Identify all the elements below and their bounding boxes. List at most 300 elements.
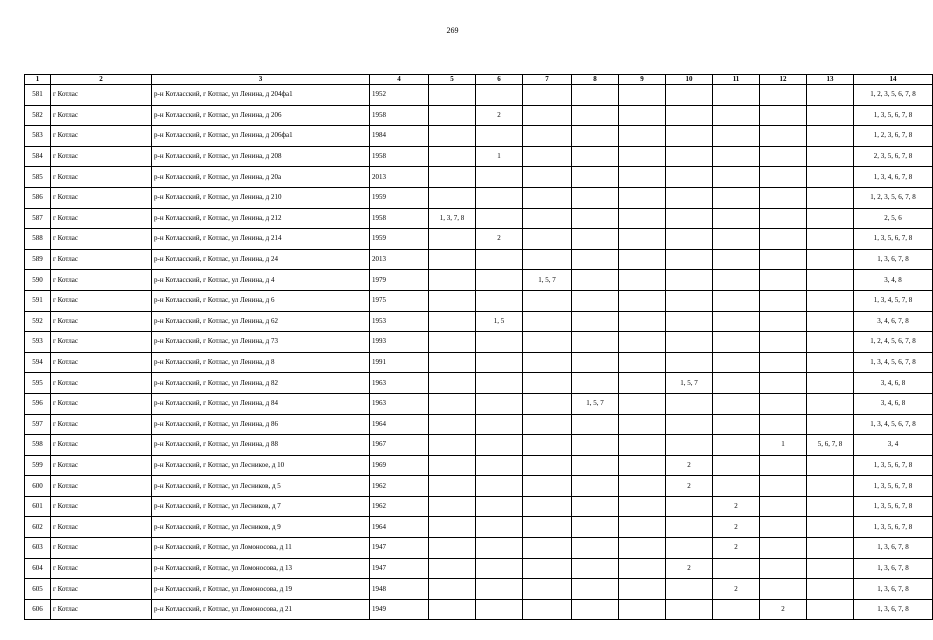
- table-cell-col-3: р-н Котласский, г Котлас, ул Ленина, д 208: [152, 146, 370, 167]
- table-cell-col-12: [760, 311, 807, 332]
- table-cell-col-10: [666, 187, 713, 208]
- table-cell-col-8: [572, 579, 619, 600]
- table-cell-col-13: [807, 105, 854, 126]
- table-cell-col-11: [713, 85, 760, 106]
- table-cell-col-3: р-н Котласский, г Котлас, ул Ленина, д 62: [152, 311, 370, 332]
- table-cell-col-13: [807, 455, 854, 476]
- table-cell-col-10: 1, 5, 7: [666, 373, 713, 394]
- table-cell-col-7: [523, 373, 572, 394]
- table-cell-col-6: [476, 270, 523, 291]
- table-cell-col-12: [760, 496, 807, 517]
- table-cell-col-2: г Котлас: [51, 126, 152, 147]
- table-cell-col-10: [666, 517, 713, 538]
- table-cell-col-8: [572, 517, 619, 538]
- table-cell-col-12: [760, 105, 807, 126]
- table-cell-col-12: [760, 249, 807, 270]
- table-cell-col-8: [572, 373, 619, 394]
- table-cell-col-4: 1963: [370, 373, 429, 394]
- table-cell-col-8: [572, 558, 619, 579]
- table-cell-col-11: [713, 126, 760, 147]
- table-cell-col-1: 596: [25, 393, 51, 414]
- table-cell-col-14: 1, 3, 4, 5, 7, 8: [854, 290, 933, 311]
- table-cell-col-12: [760, 558, 807, 579]
- registry-table: [24, 74, 933, 620]
- table-cell-col-5: [429, 290, 476, 311]
- table-row: [25, 496, 933, 517]
- table-cell-col-2: г Котлас: [51, 352, 152, 373]
- table-cell-col-9: [619, 105, 666, 126]
- column-header-13: 13: [807, 75, 854, 85]
- table-cell-col-13: [807, 290, 854, 311]
- table-cell-col-3: р-н Котласский, г Котлас, ул Ленина, д 73: [152, 332, 370, 353]
- table-cell-col-3: р-н Котласский, г Котлас, ул Ленина, д 206: [152, 105, 370, 126]
- table-cell-col-1: 598: [25, 435, 51, 456]
- table-cell-col-4: 1952: [370, 85, 429, 106]
- table-cell-col-6: 1, 5: [476, 311, 523, 332]
- table-cell-col-5: [429, 126, 476, 147]
- column-header-7: 7: [523, 75, 572, 85]
- table-cell-col-9: [619, 476, 666, 497]
- table-cell-col-7: [523, 167, 572, 188]
- table-cell-col-14: 1, 3, 6, 7, 8: [854, 599, 933, 620]
- column-header-10: 10: [666, 75, 713, 85]
- table-cell-col-4: 1964: [370, 517, 429, 538]
- table-cell-col-11: [713, 208, 760, 229]
- table-cell-col-5: [429, 476, 476, 497]
- table-cell-col-8: [572, 476, 619, 497]
- table-cell-col-14: 1, 3, 4, 5, 6, 7, 8: [854, 414, 933, 435]
- table-cell-col-8: [572, 311, 619, 332]
- table-cell-col-12: [760, 270, 807, 291]
- table-cell-col-1: 588: [25, 229, 51, 250]
- table-cell-col-1: 597: [25, 414, 51, 435]
- table-cell-col-14: 1, 3, 5, 6, 7, 8: [854, 496, 933, 517]
- table-cell-col-7: [523, 455, 572, 476]
- table-cell-col-1: 590: [25, 270, 51, 291]
- table-cell-col-11: 2: [713, 579, 760, 600]
- table-cell-col-4: 1964: [370, 414, 429, 435]
- table-cell-col-8: [572, 229, 619, 250]
- table-cell-col-2: г Котлас: [51, 599, 152, 620]
- table-cell-col-10: [666, 229, 713, 250]
- table-cell-col-3: р-н Котласский, г Котлас, ул Ленина, д 8: [152, 352, 370, 373]
- table-cell-col-8: [572, 126, 619, 147]
- table-cell-col-10: [666, 393, 713, 414]
- table-cell-col-11: [713, 146, 760, 167]
- table-cell-col-11: [713, 270, 760, 291]
- table-cell-col-8: [572, 249, 619, 270]
- table-cell-col-13: [807, 538, 854, 559]
- table-body: [25, 85, 933, 620]
- table-cell-col-12: [760, 290, 807, 311]
- table-cell-col-12: [760, 455, 807, 476]
- table-cell-col-7: [523, 496, 572, 517]
- table-cell-col-3: р-н Котласский, г Котлас, ул Ленина, д 6: [152, 290, 370, 311]
- table-cell-col-12: [760, 352, 807, 373]
- table-cell-col-10: [666, 105, 713, 126]
- column-header-5: 5: [429, 75, 476, 85]
- table-cell-col-7: [523, 105, 572, 126]
- table-cell-col-10: [666, 435, 713, 456]
- table-cell-col-3: р-н Котласский, г Котлас, ул Ленина, д 214: [152, 229, 370, 250]
- table-row: [25, 126, 933, 147]
- table-cell-col-7: [523, 146, 572, 167]
- table-row: [25, 270, 933, 291]
- table-cell-col-4: 1958: [370, 146, 429, 167]
- table-cell-col-10: [666, 414, 713, 435]
- table-cell-col-6: 2: [476, 105, 523, 126]
- table-cell-col-6: [476, 167, 523, 188]
- table-cell-col-8: [572, 435, 619, 456]
- table-cell-col-8: [572, 496, 619, 517]
- table-cell-col-3: р-н Котласский, г Котлас, ул Лесников, д 7: [152, 496, 370, 517]
- column-header-6: 6: [476, 75, 523, 85]
- table-cell-col-10: [666, 85, 713, 106]
- table-cell-col-13: [807, 352, 854, 373]
- table-cell-col-11: 2: [713, 496, 760, 517]
- table-cell-col-5: [429, 538, 476, 559]
- table-cell-col-4: 1984: [370, 126, 429, 147]
- table-cell-col-6: [476, 476, 523, 497]
- table-cell-col-11: [713, 393, 760, 414]
- table-cell-col-11: [713, 373, 760, 394]
- table-cell-col-1: 600: [25, 476, 51, 497]
- table-cell-col-8: [572, 414, 619, 435]
- table-cell-col-11: [713, 599, 760, 620]
- table-cell-col-4: 1979: [370, 270, 429, 291]
- column-header-11: 11: [713, 75, 760, 85]
- table-cell-col-9: [619, 332, 666, 353]
- table-row: [25, 558, 933, 579]
- table-cell-col-7: [523, 476, 572, 497]
- table-cell-col-12: [760, 146, 807, 167]
- table-cell-col-5: [429, 146, 476, 167]
- table-cell-col-6: [476, 332, 523, 353]
- table-cell-col-6: [476, 187, 523, 208]
- table-cell-col-2: г Котлас: [51, 455, 152, 476]
- table-cell-col-14: 1, 3, 6, 7, 8: [854, 249, 933, 270]
- table-cell-col-5: [429, 455, 476, 476]
- table-cell-col-1: 599: [25, 455, 51, 476]
- table-cell-col-14: 1, 3, 4, 5, 6, 7, 8: [854, 352, 933, 373]
- table-cell-col-3: р-н Котласский, г Котлас, ул Ленина, д 4: [152, 270, 370, 291]
- table-cell-col-9: [619, 435, 666, 456]
- table-cell-col-9: [619, 579, 666, 600]
- table-cell-col-5: [429, 599, 476, 620]
- table-cell-col-9: [619, 270, 666, 291]
- table-cell-col-9: [619, 352, 666, 373]
- table-cell-col-14: 1, 3, 6, 7, 8: [854, 538, 933, 559]
- table-cell-col-14: 1, 3, 5, 6, 7, 8: [854, 229, 933, 250]
- table-cell-col-5: [429, 352, 476, 373]
- table-cell-col-2: г Котлас: [51, 270, 152, 291]
- table-cell-col-7: [523, 435, 572, 456]
- table-cell-col-3: р-н Котласский, г Котлас, ул Лесников, д 5: [152, 476, 370, 497]
- table-cell-col-13: [807, 476, 854, 497]
- table-cell-col-2: г Котлас: [51, 290, 152, 311]
- table-cell-col-13: [807, 414, 854, 435]
- table-cell-col-3: р-н Котласский, г Котлас, ул Ломоносова, д 21: [152, 599, 370, 620]
- table-cell-col-2: г Котлас: [51, 208, 152, 229]
- table-cell-col-4: 1963: [370, 393, 429, 414]
- table-cell-col-10: [666, 126, 713, 147]
- table-cell-col-14: 1, 2, 3, 5, 6, 7, 8: [854, 187, 933, 208]
- table-cell-col-3: р-н Котласский, г Котлас, ул Ломоносова, д 11: [152, 538, 370, 559]
- header-row: [25, 75, 933, 85]
- table-cell-col-2: г Котлас: [51, 558, 152, 579]
- table-cell-col-3: р-н Котласский, г Котлас, ул Ленина, д 20а: [152, 167, 370, 188]
- table-cell-col-13: [807, 167, 854, 188]
- table-row: [25, 208, 933, 229]
- table-cell-col-1: 582: [25, 105, 51, 126]
- table-cell-col-5: [429, 85, 476, 106]
- table-cell-col-10: [666, 311, 713, 332]
- table-cell-col-11: [713, 105, 760, 126]
- table-cell-col-1: 604: [25, 558, 51, 579]
- table-cell-col-10: [666, 249, 713, 270]
- table-cell-col-4: 1993: [370, 332, 429, 353]
- table-cell-col-1: 584: [25, 146, 51, 167]
- table-cell-col-5: [429, 435, 476, 456]
- table-cell-col-6: [476, 414, 523, 435]
- table-row: [25, 249, 933, 270]
- table-cell-col-4: 1959: [370, 187, 429, 208]
- table-cell-col-13: [807, 373, 854, 394]
- table-cell-col-4: 1947: [370, 558, 429, 579]
- table-cell-col-6: [476, 496, 523, 517]
- table-cell-col-1: 581: [25, 85, 51, 106]
- table-cell-col-1: 589: [25, 249, 51, 270]
- table-cell-col-12: [760, 414, 807, 435]
- table-cell-col-10: [666, 208, 713, 229]
- table-cell-col-11: [713, 435, 760, 456]
- column-header-4: 4: [370, 75, 429, 85]
- table-cell-col-2: г Котлас: [51, 332, 152, 353]
- table-cell-col-4: 1991: [370, 352, 429, 373]
- table-cell-col-3: р-н Котласский, г Котлас, ул Ленина, д 212: [152, 208, 370, 229]
- table-cell-col-5: [429, 373, 476, 394]
- table-row: [25, 373, 933, 394]
- table-cell-col-11: [713, 558, 760, 579]
- table-cell-col-4: 1953: [370, 311, 429, 332]
- table-cell-col-6: [476, 538, 523, 559]
- table-cell-col-7: [523, 126, 572, 147]
- table-cell-col-13: [807, 393, 854, 414]
- table-cell-col-12: [760, 476, 807, 497]
- table-cell-col-7: [523, 208, 572, 229]
- table-cell-col-10: [666, 270, 713, 291]
- table-cell-col-13: [807, 579, 854, 600]
- table-cell-col-12: 1: [760, 435, 807, 456]
- table-cell-col-10: 2: [666, 558, 713, 579]
- table-cell-col-11: [713, 249, 760, 270]
- table-cell-col-11: [713, 352, 760, 373]
- table-cell-col-7: [523, 249, 572, 270]
- table-cell-col-9: [619, 414, 666, 435]
- table-cell-col-2: г Котлас: [51, 579, 152, 600]
- table-cell-col-3: р-н Котласский, г Котлас, ул Ленина, д 88: [152, 435, 370, 456]
- table-cell-col-12: [760, 85, 807, 106]
- table-cell-col-14: 1, 2, 3, 5, 6, 7, 8: [854, 85, 933, 106]
- table-row: [25, 599, 933, 620]
- table-row: [25, 332, 933, 353]
- table-cell-col-14: 3, 4, 6, 7, 8: [854, 311, 933, 332]
- table-cell-col-8: [572, 167, 619, 188]
- table-cell-col-6: [476, 126, 523, 147]
- table-cell-col-14: 3, 4, 6, 8: [854, 373, 933, 394]
- table-cell-col-1: 592: [25, 311, 51, 332]
- table-cell-col-4: 1962: [370, 476, 429, 497]
- table-cell-col-14: 2, 5, 6: [854, 208, 933, 229]
- table-cell-col-1: 605: [25, 579, 51, 600]
- table-cell-col-13: [807, 187, 854, 208]
- table-cell-col-12: [760, 229, 807, 250]
- table-cell-col-13: [807, 270, 854, 291]
- table-cell-col-5: [429, 167, 476, 188]
- table-cell-col-14: 1, 3, 5, 6, 7, 8: [854, 476, 933, 497]
- table-cell-col-13: [807, 311, 854, 332]
- table-cell-col-4: 1975: [370, 290, 429, 311]
- table-cell-col-12: [760, 332, 807, 353]
- table-cell-col-3: р-н Котласский, г Котлас, ул Ленина, д 24: [152, 249, 370, 270]
- table-cell-col-6: [476, 455, 523, 476]
- table-row: [25, 579, 933, 600]
- table-cell-col-11: [713, 332, 760, 353]
- table-cell-col-4: 1947: [370, 538, 429, 559]
- table-cell-col-10: [666, 352, 713, 373]
- page-number: 269: [446, 26, 459, 35]
- table-cell-col-14: 1, 2, 4, 5, 6, 7, 8: [854, 332, 933, 353]
- table-cell-col-9: [619, 517, 666, 538]
- table-cell-col-10: [666, 146, 713, 167]
- table-cell-col-8: [572, 105, 619, 126]
- table-cell-col-5: [429, 393, 476, 414]
- table-row: [25, 393, 933, 414]
- table-row: [25, 517, 933, 538]
- table-cell-col-9: [619, 146, 666, 167]
- table-cell-col-12: [760, 579, 807, 600]
- table-cell-col-14: 3, 4, 6, 8: [854, 393, 933, 414]
- table-cell-col-9: [619, 229, 666, 250]
- table-row: [25, 455, 933, 476]
- table-cell-col-1: 591: [25, 290, 51, 311]
- table-cell-col-7: [523, 517, 572, 538]
- table-cell-col-13: [807, 249, 854, 270]
- table-cell-col-7: [523, 332, 572, 353]
- table-cell-col-9: [619, 167, 666, 188]
- table-cell-col-5: [429, 311, 476, 332]
- table-cell-col-1: 583: [25, 126, 51, 147]
- table-cell-col-12: [760, 208, 807, 229]
- table-cell-col-10: [666, 496, 713, 517]
- table-cell-col-5: [429, 558, 476, 579]
- table-cell-col-1: 585: [25, 167, 51, 188]
- table-cell-col-12: [760, 517, 807, 538]
- table-cell-col-14: 1, 3, 5, 6, 7, 8: [854, 105, 933, 126]
- table-cell-col-12: 2: [760, 599, 807, 620]
- table-cell-col-5: [429, 270, 476, 291]
- table-cell-col-5: [429, 332, 476, 353]
- table-row: [25, 85, 933, 106]
- table-cell-col-6: [476, 85, 523, 106]
- table-cell-col-10: 2: [666, 455, 713, 476]
- table-cell-col-7: [523, 538, 572, 559]
- table-cell-col-2: г Котлас: [51, 187, 152, 208]
- table-cell-col-7: [523, 599, 572, 620]
- table-cell-col-13: [807, 208, 854, 229]
- table-cell-col-4: 1967: [370, 435, 429, 456]
- table-cell-col-6: [476, 579, 523, 600]
- table-cell-col-5: [429, 517, 476, 538]
- table-cell-col-3: р-н Котласский, г Котлас, ул Ломоносова, д 19: [152, 579, 370, 600]
- table-cell-col-9: [619, 373, 666, 394]
- table-cell-col-11: [713, 311, 760, 332]
- table-cell-col-3: р-н Котласский, г Котлас, ул Ленина, д 206фа1: [152, 126, 370, 147]
- table-cell-col-2: г Котлас: [51, 85, 152, 106]
- table-cell-col-2: г Котлас: [51, 105, 152, 126]
- table-cell-col-8: [572, 270, 619, 291]
- table-cell-col-4: 1958: [370, 105, 429, 126]
- table-cell-col-9: [619, 455, 666, 476]
- table-cell-col-7: [523, 290, 572, 311]
- table-cell-col-7: [523, 229, 572, 250]
- table-cell-col-6: [476, 435, 523, 456]
- table-cell-col-1: 601: [25, 496, 51, 517]
- table-cell-col-8: [572, 332, 619, 353]
- table-cell-col-13: [807, 146, 854, 167]
- table-cell-col-4: 1949: [370, 599, 429, 620]
- table-cell-col-13: [807, 599, 854, 620]
- table-cell-col-1: 593: [25, 332, 51, 353]
- table-cell-col-14: 2, 3, 5, 6, 7, 8: [854, 146, 933, 167]
- table-cell-col-7: [523, 579, 572, 600]
- table-cell-col-10: [666, 290, 713, 311]
- table-cell-col-11: [713, 455, 760, 476]
- table-cell-col-5: [429, 249, 476, 270]
- table-cell-col-1: 603: [25, 538, 51, 559]
- table-row: [25, 105, 933, 126]
- table-cell-col-8: [572, 146, 619, 167]
- table-cell-col-13: 5, 6, 7, 8: [807, 435, 854, 456]
- table-cell-col-3: р-н Котласский, г Котлас, ул Ленина, д 210: [152, 187, 370, 208]
- table-cell-col-10: 2: [666, 476, 713, 497]
- column-header-2: 2: [51, 75, 152, 85]
- table-cell-col-10: [666, 332, 713, 353]
- table-cell-col-7: 1, 5, 7: [523, 270, 572, 291]
- table-cell-col-3: р-н Котласский, г Котлас, ул Ленина, д 82: [152, 373, 370, 394]
- table-cell-col-4: 2013: [370, 167, 429, 188]
- table-cell-col-9: [619, 558, 666, 579]
- table-cell-col-6: [476, 558, 523, 579]
- table-cell-col-6: [476, 208, 523, 229]
- table-cell-col-2: г Котлас: [51, 249, 152, 270]
- table-cell-col-9: [619, 290, 666, 311]
- table-cell-col-3: р-н Котласский, г Котлас, ул Ленина, д 86: [152, 414, 370, 435]
- table-cell-col-8: [572, 290, 619, 311]
- table-cell-col-1: 587: [25, 208, 51, 229]
- table-cell-col-4: 1962: [370, 496, 429, 517]
- table-cell-col-1: 595: [25, 373, 51, 394]
- column-header-1: 1: [25, 75, 51, 85]
- table-cell-col-1: 594: [25, 352, 51, 373]
- table-cell-col-14: 3, 4: [854, 435, 933, 456]
- table-cell-col-4: 1969: [370, 455, 429, 476]
- column-header-9: 9: [619, 75, 666, 85]
- column-header-8: 8: [572, 75, 619, 85]
- table-cell-col-6: 2: [476, 229, 523, 250]
- table-cell-col-2: г Котлас: [51, 435, 152, 456]
- table-cell-col-9: [619, 599, 666, 620]
